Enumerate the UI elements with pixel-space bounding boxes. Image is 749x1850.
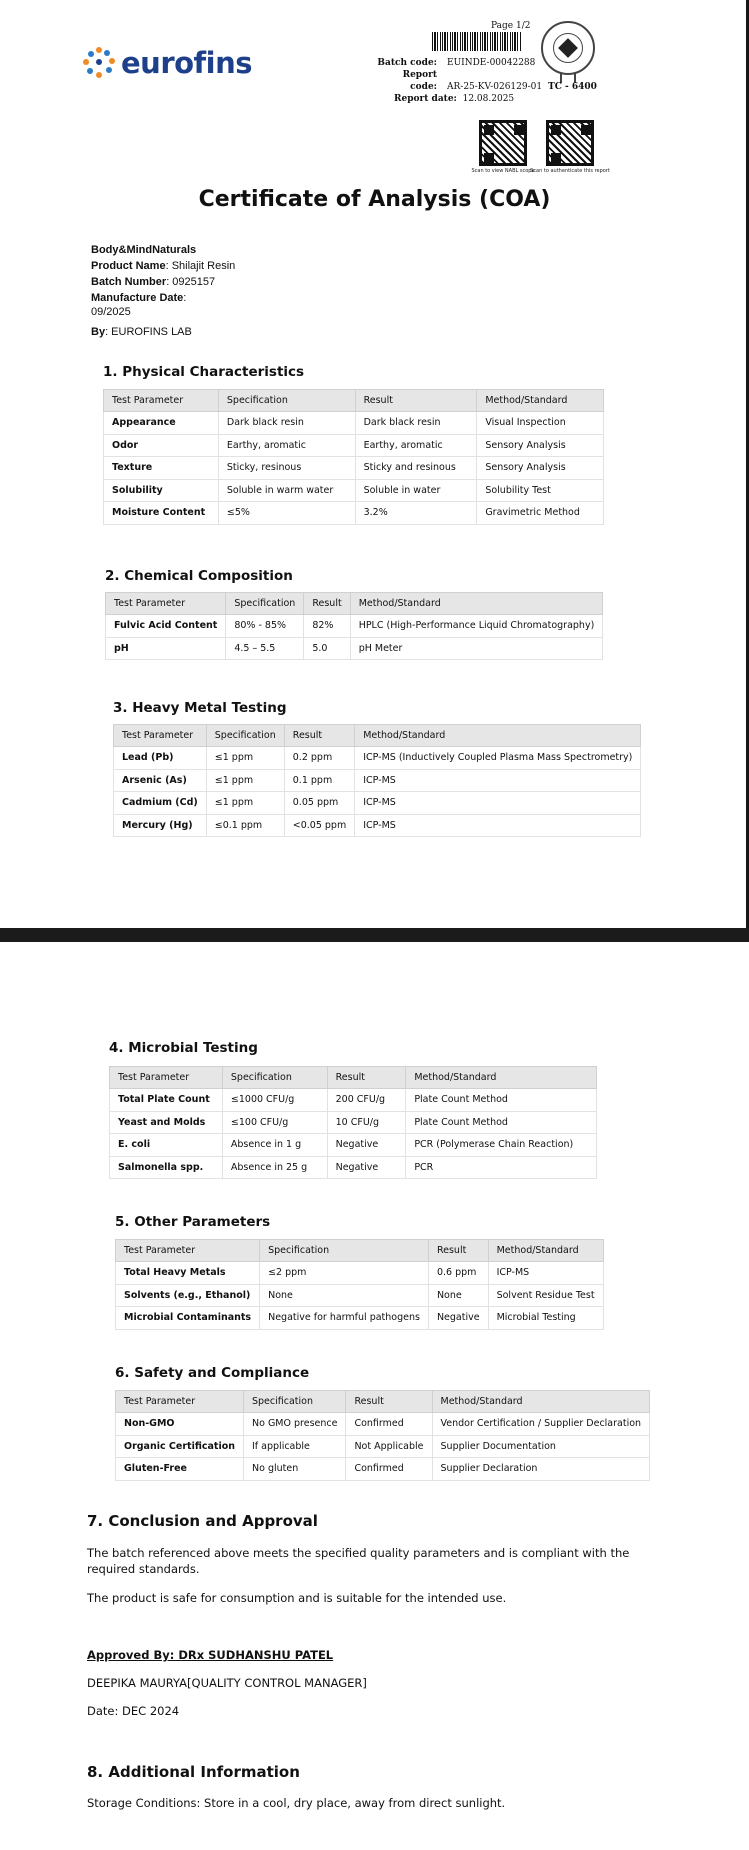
table-cell: Gravimetric Method <box>477 502 604 525</box>
table-header-row <box>116 1240 604 1262</box>
section-title-microbial: 4. Microbial Testing <box>109 1040 258 1056</box>
conclusion-title: 7. Conclusion and Approval <box>87 1512 318 1530</box>
table-cell: PCR <box>406 1156 597 1179</box>
table-cell: 0.1 ppm <box>284 769 354 792</box>
column-header: Specification <box>226 593 304 615</box>
table-row <box>106 615 603 638</box>
table-cell: Supplier Documentation <box>432 1435 650 1458</box>
column-header: Specification <box>244 1391 346 1413</box>
section-title-chemical: 2. Chemical Composition <box>105 568 293 584</box>
column-header: Method/Standard <box>406 1067 597 1089</box>
table-cell: If applicable <box>244 1435 346 1458</box>
column-header: Specification <box>222 1067 327 1089</box>
page-divider <box>0 928 749 942</box>
conclusion-text-2: The product is safe for consumption and is suitable for the intended use. <box>87 1591 507 1605</box>
column-header: Result <box>284 725 354 747</box>
table-cell: Visual Inspection <box>477 412 604 435</box>
table-row <box>116 1458 650 1481</box>
product-name-label: Product Name <box>91 260 166 272</box>
table-cell: Total Heavy Metals <box>116 1262 260 1285</box>
table-cell: Gluten-Free <box>116 1458 244 1481</box>
manufacture-date-colon: : <box>183 292 187 304</box>
table-cell: 4.5 – 5.5 <box>226 637 304 660</box>
table-row <box>104 434 604 457</box>
table-physical <box>103 389 604 525</box>
column-header: Result <box>346 1391 432 1413</box>
table-cell: Negative <box>428 1307 488 1330</box>
report-date-value: 12.08.2025 <box>462 94 515 104</box>
company-name: Body&MindNaturals <box>91 244 197 256</box>
table-cell: Negative <box>327 1156 406 1179</box>
table-heavy <box>113 724 641 837</box>
section-title-physical: 1. Physical Characteristics <box>103 364 305 380</box>
column-header: Method/Standard <box>488 1240 603 1262</box>
batch-number-label: Batch Number <box>91 276 167 288</box>
table-cell: Negative <box>327 1134 406 1157</box>
table-cell: Organic Certification <box>116 1435 244 1458</box>
table-cell: 0.05 ppm <box>284 792 354 815</box>
table-cell: Total Plate Count <box>110 1089 223 1112</box>
table-cell: 0.2 ppm <box>284 747 354 770</box>
table-cell: Solubility <box>104 479 219 502</box>
table-cell: Soluble in warm water <box>218 479 355 502</box>
nabl-qr-code-icon[interactable] <box>479 120 527 166</box>
page-title: Certificate of Analysis (COA) <box>198 187 551 212</box>
table-cell: 0.6 ppm <box>428 1262 488 1285</box>
batch-code-label: Batch code: <box>377 58 437 68</box>
table-cell: pH <box>106 637 226 660</box>
product-name: : Shilajit Resin <box>165 260 236 272</box>
table-other <box>115 1239 604 1330</box>
table-header-row <box>114 725 641 747</box>
table-cell: None <box>428 1284 488 1307</box>
manufacture-date-label: Manufacture Date <box>91 292 184 304</box>
table-row <box>114 769 641 792</box>
approved-by: Approved By: DRx SUDHANSHU PATEL <box>87 1648 334 1662</box>
table-cell: Confirmed <box>346 1458 432 1481</box>
table-cell: 5.0 <box>304 637 350 660</box>
table-cell: Solvent Residue Test <box>488 1284 603 1307</box>
report-date-label: Report date: <box>394 94 457 104</box>
table-cell: Odor <box>104 434 219 457</box>
table-cell: Arsenic (As) <box>114 769 207 792</box>
table-row <box>114 814 641 837</box>
table-cell: None <box>260 1284 429 1307</box>
table-cell: Sensory Analysis <box>477 434 604 457</box>
table-microbial <box>109 1066 597 1179</box>
table-row <box>110 1134 597 1157</box>
table-cell: Supplier Declaration <box>432 1458 650 1481</box>
table-cell: pH Meter <box>350 637 603 660</box>
table-cell: Texture <box>104 457 219 480</box>
section-title-other: 5. Other Parameters <box>115 1214 271 1230</box>
table-cell: Dark black resin <box>355 412 477 435</box>
column-header: Result <box>355 390 477 412</box>
table-cell: Negative for harmful pathogens <box>260 1307 429 1330</box>
table-row <box>116 1413 650 1436</box>
table-cell: Sticky and resinous <box>355 457 477 480</box>
table-cell: Solubility Test <box>477 479 604 502</box>
table-cell: Confirmed <box>346 1413 432 1436</box>
brand-name: eurofins <box>121 46 253 80</box>
column-header: Test Parameter <box>104 390 219 412</box>
storage-conditions: Storage Conditions: Store in a cool, dry place, away from direct sunlight. <box>87 1796 506 1810</box>
table-row <box>116 1262 604 1285</box>
table-cell: ICP-MS <box>355 769 641 792</box>
column-header: Test Parameter <box>116 1240 260 1262</box>
table-cell: ≤2 ppm <box>260 1262 429 1285</box>
table-cell: No GMO presence <box>244 1413 346 1436</box>
by-label: By <box>91 326 106 338</box>
table-cell: Earthy, aromatic <box>218 434 355 457</box>
table-row <box>104 412 604 435</box>
section-title-safety: 6. Safety and Compliance <box>115 1365 310 1381</box>
table-cell: ≤1 ppm <box>206 792 284 815</box>
page-2 <box>0 942 749 1850</box>
table-row <box>116 1284 604 1307</box>
qr-caption-authenticate: Scan to authenticate this report <box>530 168 610 174</box>
table-cell: Appearance <box>104 412 219 435</box>
column-header: Method/Standard <box>477 390 604 412</box>
table-safety <box>115 1390 650 1481</box>
page-number: Page 1/2 <box>491 21 531 31</box>
table-cell: 3.2% <box>355 502 477 525</box>
lab-name: : EUROFINS LAB <box>105 326 192 338</box>
table-cell: Dark black resin <box>218 412 355 435</box>
table-cell: 200 CFU/g <box>327 1089 406 1112</box>
table-cell: Non-GMO <box>116 1413 244 1436</box>
batch-number: : 0925157 <box>166 276 216 288</box>
table-chemical <box>105 592 603 660</box>
accreditation-number: TC - 6400 <box>548 82 597 92</box>
table-cell: Vendor Certification / Supplier Declaration <box>432 1413 650 1436</box>
table-cell: Salmonella spp. <box>110 1156 223 1179</box>
additional-title: 8. Additional Information <box>87 1763 300 1781</box>
column-header: Method/Standard <box>355 725 641 747</box>
table-cell: Sensory Analysis <box>477 457 604 480</box>
manufacture-date: 09/2025 <box>91 306 131 318</box>
table-row <box>104 457 604 480</box>
table-row <box>110 1111 597 1134</box>
column-header: Test Parameter <box>110 1067 223 1089</box>
table-cell: Cadmium (Cd) <box>114 792 207 815</box>
table-cell: ICP-MS <box>488 1262 603 1285</box>
batch-code: EUINDE-00042288 <box>447 58 536 68</box>
table-cell: Microbial Contaminants <box>116 1307 260 1330</box>
product-info <box>91 243 291 341</box>
table-header-row <box>104 390 604 412</box>
column-header: Method/Standard <box>350 593 603 615</box>
column-header: Result <box>327 1067 406 1089</box>
column-header: Specification <box>260 1240 429 1262</box>
table-cell: <0.05 ppm <box>284 814 354 837</box>
table-cell: ≤0.1 ppm <box>206 814 284 837</box>
report-date <box>394 94 514 104</box>
table-row <box>116 1307 604 1330</box>
table-cell: Fulvic Acid Content <box>106 615 226 638</box>
table-cell: E. coli <box>110 1134 223 1157</box>
table-cell: ≤5% <box>218 502 355 525</box>
table-row <box>114 792 641 815</box>
table-row <box>106 637 603 660</box>
column-header: Test Parameter <box>116 1391 244 1413</box>
table-cell: ICP-MS (Inductively Coupled Plasma Mass Spectrometry) <box>355 747 641 770</box>
table-header-row <box>116 1391 650 1413</box>
table-row <box>110 1156 597 1179</box>
table-cell: HPLC (High-Performance Liquid Chromatography) <box>350 615 603 638</box>
column-header: Specification <box>218 390 355 412</box>
quality-manager: DEEPIKA MAURYA[QUALITY CONTROL MANAGER] <box>87 1676 367 1690</box>
table-header-row <box>106 593 603 615</box>
table-row <box>116 1435 650 1458</box>
barcode-icon <box>432 32 522 51</box>
table-cell: Sticky, resinous <box>218 457 355 480</box>
approval-date: Date: DEC 2024 <box>87 1704 180 1718</box>
column-header: Method/Standard <box>432 1391 650 1413</box>
conclusion-text-1: The batch referenced above meets the specified quality parameters and is compliant with the required standards. <box>87 1546 630 1576</box>
table-cell: Plate Count Method <box>406 1089 597 1112</box>
column-header: Test Parameter <box>106 593 226 615</box>
column-header: Result <box>428 1240 488 1262</box>
authenticate-qr-code-icon[interactable] <box>546 120 594 166</box>
table-cell: 82% <box>304 615 350 638</box>
table-cell: Lead (Pb) <box>114 747 207 770</box>
table-cell: Soluble in water <box>355 479 477 502</box>
table-row <box>104 502 604 525</box>
table-cell: Solvents (e.g., Ethanol) <box>116 1284 260 1307</box>
logo-dots-icon <box>82 46 116 80</box>
table-cell: No gluten <box>244 1458 346 1481</box>
table-cell: Mercury (Hg) <box>114 814 207 837</box>
table-cell: ICP-MS <box>355 792 641 815</box>
table-cell: ≤1 ppm <box>206 747 284 770</box>
table-cell: PCR (Polymerase Chain Reaction) <box>406 1134 597 1157</box>
table-cell: ≤1000 CFU/g <box>222 1089 327 1112</box>
report-code: AR-25-KV-026129-01 <box>447 82 543 92</box>
table-cell: ≤100 CFU/g <box>222 1111 327 1134</box>
eurofins-logo <box>82 46 252 80</box>
table-cell: Earthy, aromatic <box>355 434 477 457</box>
table-header-row <box>110 1067 597 1089</box>
report-code-label: Report code: <box>402 70 437 92</box>
table-cell: Moisture Content <box>104 502 219 525</box>
table-row <box>114 747 641 770</box>
column-header: Specification <box>206 725 284 747</box>
column-header: Test Parameter <box>114 725 207 747</box>
qr-caption-nabl: Scan to view NABL scope <box>471 168 535 174</box>
table-cell: Microbial Testing <box>488 1307 603 1330</box>
table-cell: 80% - 85% <box>226 615 304 638</box>
table-row <box>104 479 604 502</box>
table-cell: ICP-MS <box>355 814 641 837</box>
table-cell: Plate Count Method <box>406 1111 597 1134</box>
table-cell: Absence in 1 g <box>222 1134 327 1157</box>
table-cell: Yeast and Molds <box>110 1111 223 1134</box>
report-codes <box>375 57 542 93</box>
table-cell: Absence in 25 g <box>222 1156 327 1179</box>
table-row <box>110 1089 597 1112</box>
column-header: Result <box>304 593 350 615</box>
table-cell: ≤1 ppm <box>206 769 284 792</box>
section-title-heavy: 3. Heavy Metal Testing <box>113 700 287 716</box>
table-cell: 10 CFU/g <box>327 1111 406 1134</box>
table-cell: Not Applicable <box>346 1435 432 1458</box>
accreditation-seal-icon <box>541 21 595 75</box>
